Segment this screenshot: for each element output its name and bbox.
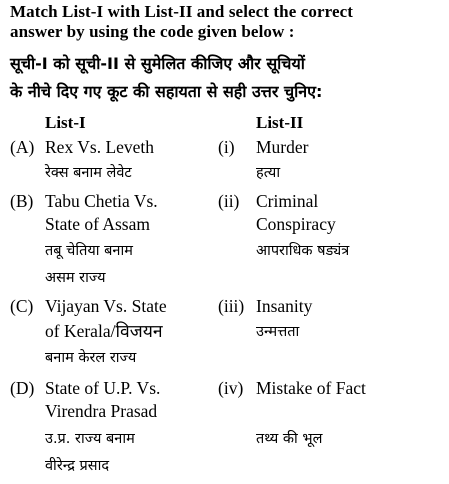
list-1-item-text: State of U.P. Vs.: [45, 378, 161, 398]
list-1-item-text: State of Assam: [45, 214, 150, 234]
list-1-item-text: Tabu Chetia Vs.: [45, 191, 158, 211]
list-2-item-text: Insanity: [256, 296, 313, 316]
list-1-item-hindi: रेक्स बनाम लेवेट: [45, 165, 132, 181]
question-hindi-line-1: सूची-I को सूची-II से सुमेलित कीजिए और सूचियों: [10, 54, 305, 73]
list-1-item-label: (C): [10, 296, 34, 316]
list-2-item-text: Mistake of Fact: [256, 378, 366, 398]
list-2-item-label: (i): [218, 137, 235, 157]
list-2-item-hindi: हत्या: [256, 165, 281, 181]
list-2-item-text: Criminal: [256, 191, 319, 211]
list-2-item-text: Conspiracy: [256, 214, 336, 234]
question-english-line-1: Match List-I with List-II and select the correct: [10, 2, 354, 21]
list-2-item-hindi: आपराधिक षड्यंत्र: [256, 243, 350, 259]
list-2-item-label: (iii): [218, 296, 245, 316]
question-hindi: [10, 50, 445, 106]
list-1-item-text: Virendra Prasad: [45, 401, 158, 421]
list-2-item-hindi: तथ्य की भूल: [256, 431, 323, 447]
list-1-item-label: (A): [10, 137, 35, 157]
list-1-item-text: Vijayan Vs. State: [45, 296, 167, 316]
list-2-item-label: (iv): [218, 378, 244, 398]
list-1-item-hindi: बनाम केरल राज्य: [45, 350, 137, 366]
list-1-item-hindi: तबू चेतिया बनाम: [45, 243, 133, 259]
list-1-item-hindi: असम राज्य: [45, 270, 106, 286]
list-2-item-hindi: उन्मत्तता: [256, 324, 300, 340]
list-1-item-text: of Kerala/विजयन: [45, 321, 163, 341]
list-1-item-label: (B): [10, 191, 34, 211]
list-1-item-text: Rex Vs. Leveth: [45, 137, 155, 157]
question-hindi-line-2: के नीचे दिए गए कूट की सहायता से सही उत्तर चुनिए:: [10, 82, 323, 101]
question-english-line-2: answer by using the code given below :: [10, 22, 295, 41]
question-english: [10, 2, 442, 42]
list-1-item-hindi: उ.प्र. राज्य बनाम: [45, 431, 135, 447]
list-2-item-label: (ii): [218, 191, 240, 211]
list-2-item-text: Murder: [256, 137, 309, 157]
list-1-item-label: (D): [10, 378, 35, 398]
list-1-header: List-I: [45, 113, 86, 132]
list-1-item-hindi: वीरेन्द्र प्रसाद: [45, 458, 110, 474]
list-2-header: List-II: [256, 113, 304, 132]
